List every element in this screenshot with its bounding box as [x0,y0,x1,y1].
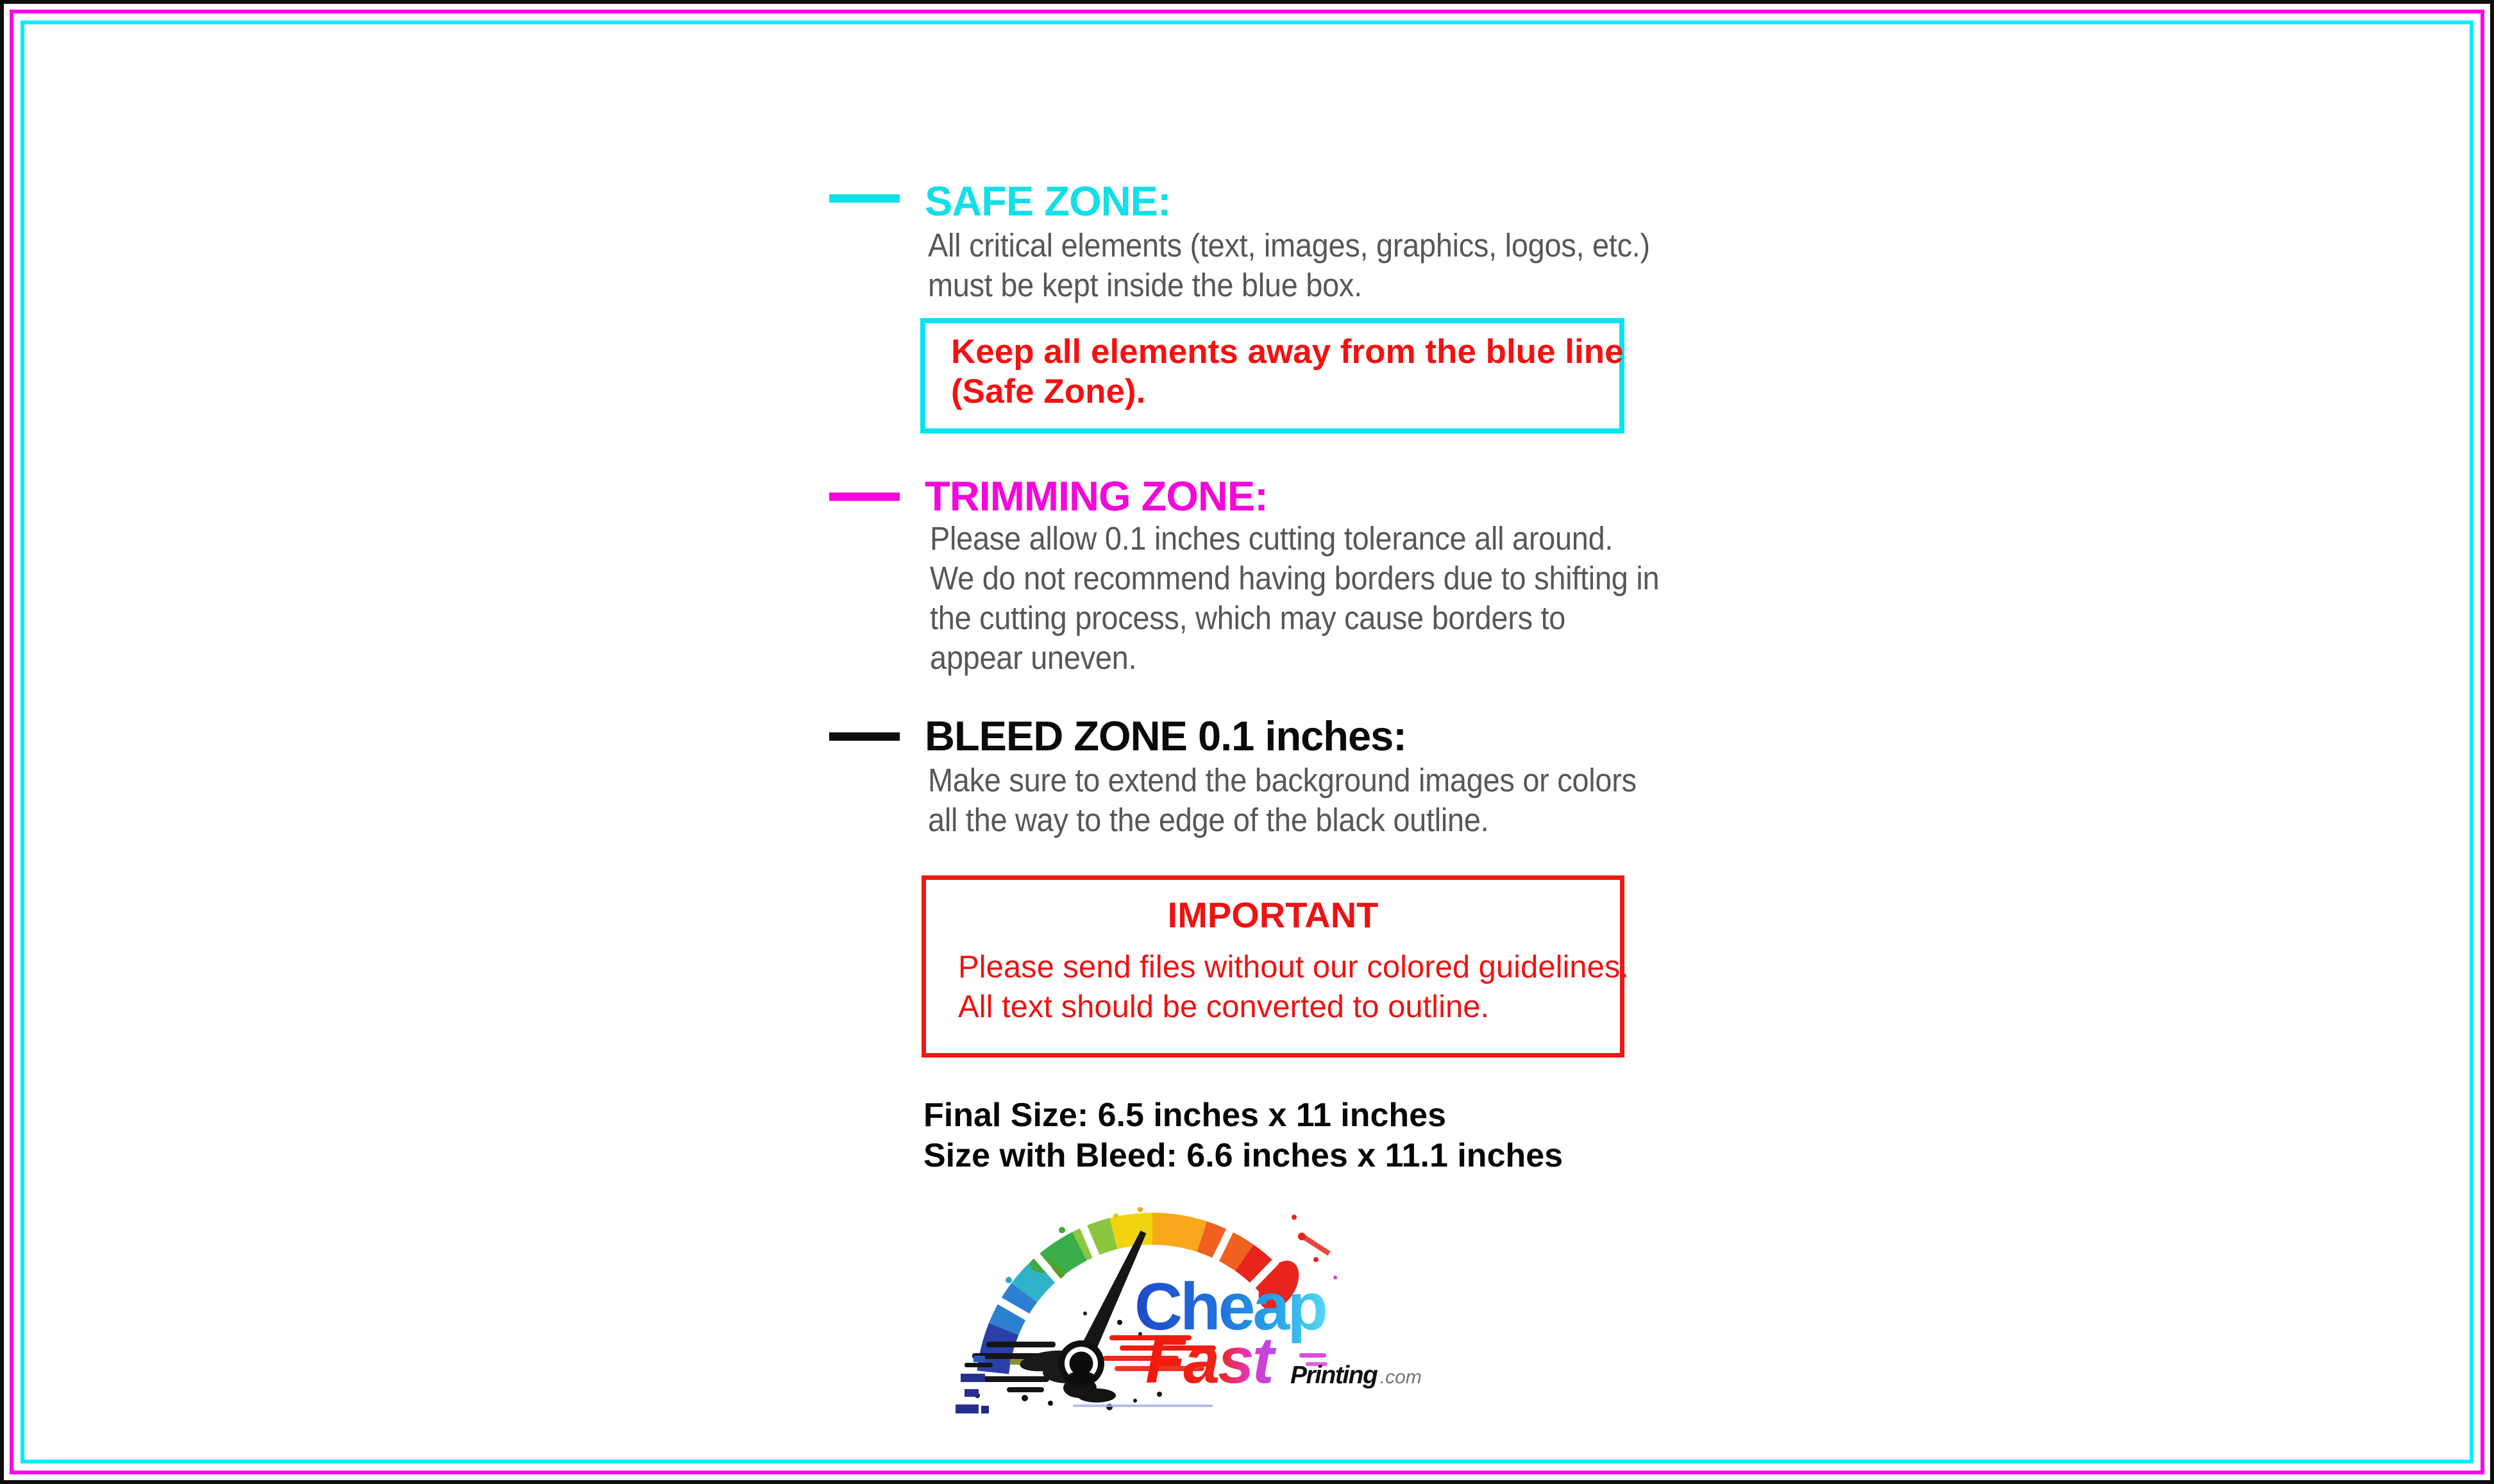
safe-zone-title: SAFE ZONE: [925,178,1171,224]
logo-underline [1073,1404,1213,1407]
text-line: All text should be converted to outline. [958,990,1490,1024]
company-logo [948,1203,1422,1424]
bleed-zone-title: BLEED ZONE 0.1 inches: [925,712,1406,759]
important-title: IMPORTANT [1167,895,1379,935]
logo-text-printing: Printing [1290,1362,1378,1389]
text-line: must be kept inside the blue box. [928,267,1362,303]
text-line: (Safe Zone). [951,373,1146,410]
logo-text-fast: Fast [1145,1324,1272,1397]
gauge-hub-icon [1058,1340,1104,1387]
size-specifications [923,1095,1563,1176]
safe-zone-note-text [951,332,1624,412]
text-line: We do not recommend having borders due to shifting in [930,560,1660,596]
speedometer-logo-graphic [948,1203,1422,1424]
bleed-zone-dash [829,732,900,741]
important-body [958,947,1629,1027]
text-line: appear uneven. [930,639,1137,676]
size-with-bleed-text: Size with Bleed: 6.6 inches x 11.1 inches [923,1137,1563,1174]
text-line: the cutting process, which may cause borders to [930,600,1566,636]
text-line: all the way to the edge of the black outline. [928,802,1489,838]
final-size-text: Final Size: 6.5 inches x 11 inches [923,1097,1447,1134]
trimming-zone-dash [829,493,900,501]
text-line: Please allow 0.1 inches cutting tolerance all around. [930,520,1614,557]
safe-zone-description [928,226,1650,305]
text-line: Make sure to extend the background images or colors [928,762,1637,798]
logo-text-com: .com [1379,1367,1422,1388]
bleed-zone-description [928,761,1637,840]
text-line: All critical elements (text, images, graphics, logos, etc.) [928,227,1650,264]
logo-text-printing-com [1290,1362,1422,1389]
trimming-zone-description [930,519,1659,678]
logo-text-cheap: Cheap [1134,1270,1326,1344]
trimming-zone-title: TRIMMING ZONE: [925,473,1268,519]
text-line: Please send files without our colored guidelines. [958,950,1629,984]
safe-zone-dash [829,194,900,203]
safe-zone-note-box [920,318,1624,434]
text-line: Keep all elements away from the blue line [951,333,1624,371]
important-notice-box [922,875,1629,1058]
